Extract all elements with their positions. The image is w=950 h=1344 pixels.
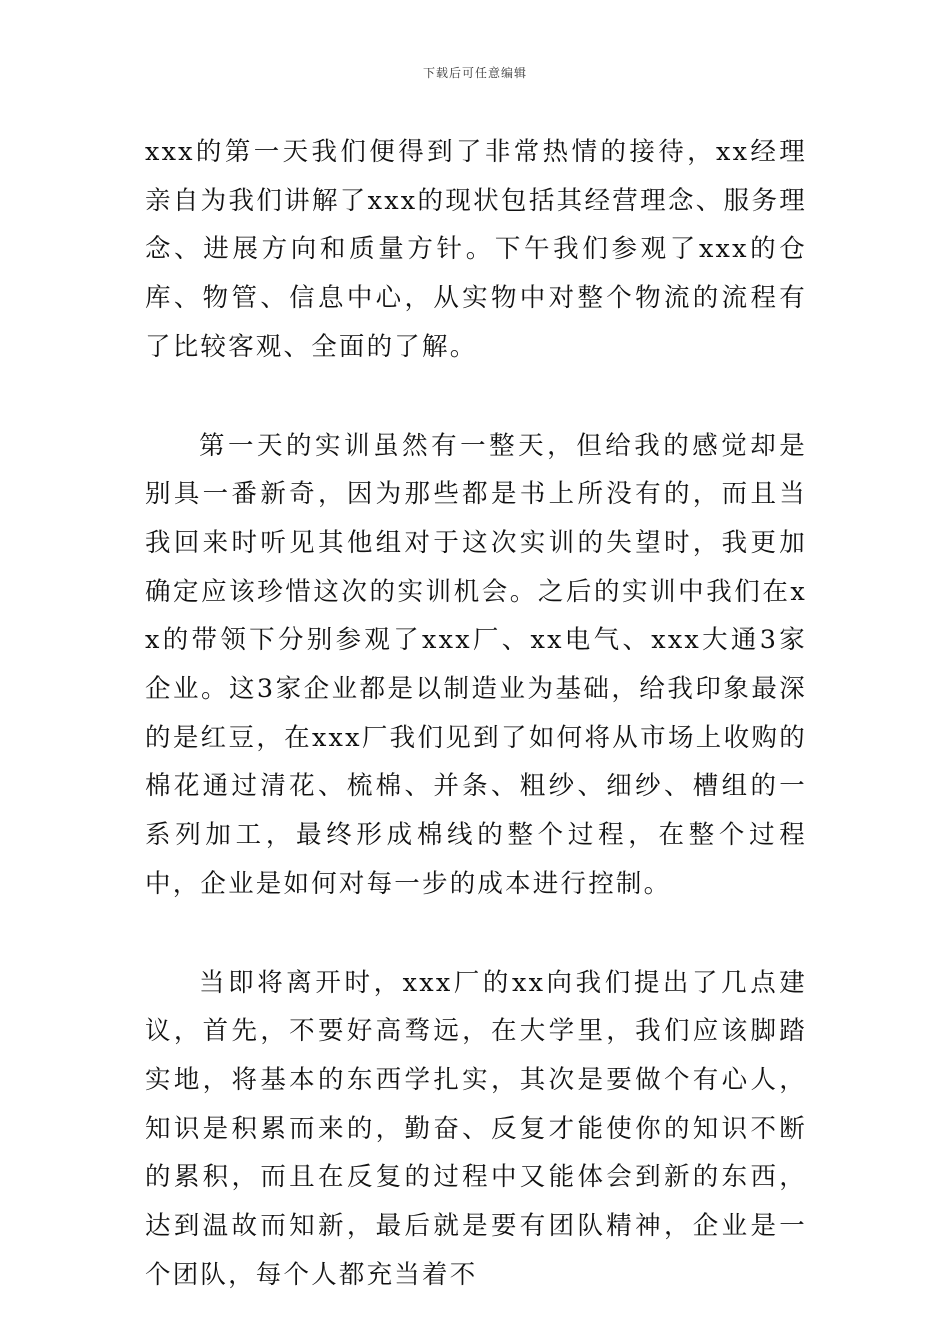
paragraph-2: 第一天的实训虽然有一整天，但给我的感觉却是别具一番新奇，因为那些都是书上所没有的，而且当我回来时听见其他组对于这次实训的失望时，我更加确定应该珍惜这次的实训机会。之后的实训中我们在xx的带领下分别参观了xxx厂、xx电气、xxx大通3家企业。这3家企业都是以制造业为基础，给我印象最深的是红豆，在xxx厂我们见到了如何将从市场上收购的棉花通过清花、梳棉、并条、粗纱、细纱、槽组的一系列加工，最终形成棉线的整个过程，在整个过程中，企业是如何对每一步的成本进行控制。 <box>145 430 807 899</box>
paragraph-3: 当即将离开时，xxx厂的xx向我们提出了几点建议，首先，不要好高骛远，在大学里，我们应该脚踏实地，将基本的东西学扎实，其次是要做个有心人，知识是积累而来的，勤奋、反复才能使你的知识不断的累积，而且在反复的过程中又能体会到新的东西，达到温故而知新，最后就是要有团队精神，企业是一个团队，每个人都充当着不 <box>145 967 807 1290</box>
document-body <box>145 128 807 1299</box>
page-header: 下载后可任意编辑 <box>422 66 527 80</box>
paragraph-1: xxx的第一天我们便得到了非常热情的接待，xx经理亲自为我们讲解了xxx的现状包括其经营理念、服务理念、进展方向和质量方针。下午我们参观了xxx的仓库、物管、信息中心，从实物中对整个物流的流程有了比较客观、全面的了解。 <box>145 137 807 362</box>
